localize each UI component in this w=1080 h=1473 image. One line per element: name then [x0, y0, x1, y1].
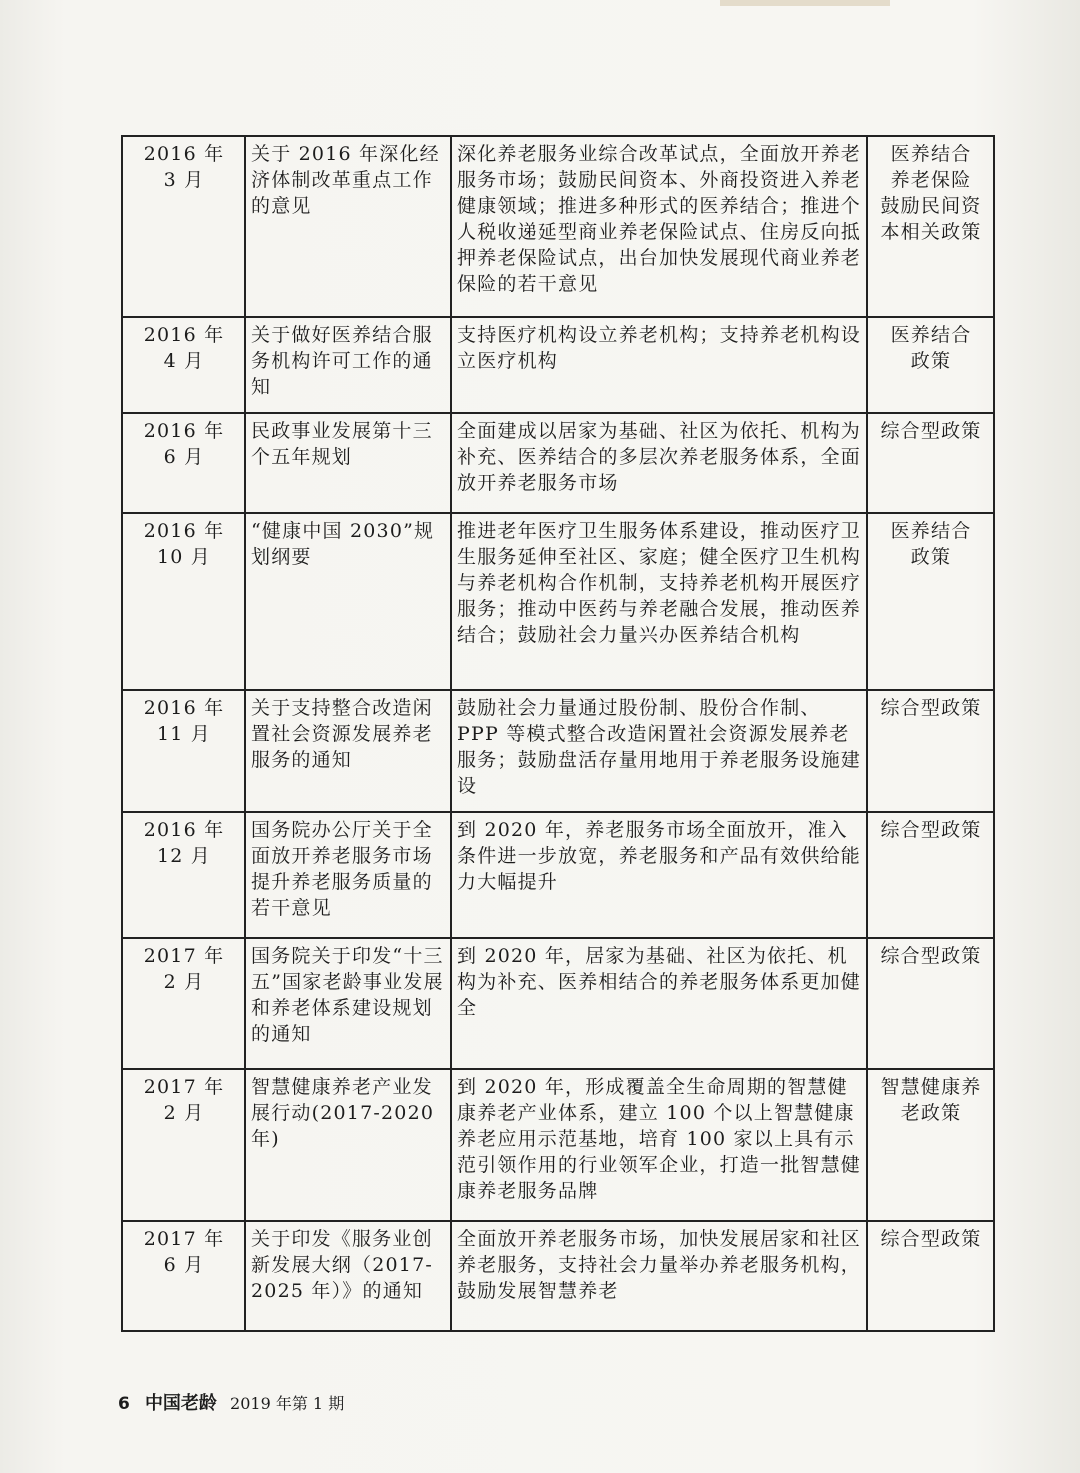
policy-title: 智慧健康养老产业发展行动(2017-2020 年)	[245, 1069, 451, 1221]
date-cell	[122, 690, 245, 812]
date-year: 2017 年	[143, 1076, 225, 1098]
policy-title: 民政事业发展第十三个五年规划	[245, 413, 451, 513]
policy-content: 深化养老服务业综合改革试点，全面放开养老服务市场；鼓励民间资本、外商投资进入养老健康领域；推进多种形式的医养结合；推进个人税收递延型商业养老保险试点、住房反向抵押养老保险试点，出台加快发展现代商业养老保险的若干意见	[451, 136, 867, 317]
date-cell	[122, 1069, 245, 1221]
policy-title: 国务院办公厅关于全面放开养老服务市场提升养老服务质量的若干意见	[245, 812, 451, 938]
top-edge-strip	[720, 0, 890, 6]
date-month: 6 月	[163, 446, 205, 468]
date-month: 12 月	[156, 845, 212, 867]
date-month: 4 月	[163, 350, 205, 372]
page-number: 6	[118, 1394, 130, 1414]
policy-title: 关于印发《服务业创新发展大纲（2017-2025 年）》的通知	[245, 1221, 451, 1331]
date-year: 2016 年	[143, 143, 225, 165]
date-month: 11 月	[156, 723, 212, 745]
policy-category: 综合型政策	[867, 812, 994, 938]
policy-content: 推进老年医疗卫生服务体系建设，推动医疗卫生服务延伸至社区、家庭；健全医疗卫生机构与养老机构合作机制，支持养老机构开展医疗服务；推动中医药与养老融合发展，推动医养结合；鼓励社会力量兴办医养结合机构	[451, 513, 867, 690]
date-year: 2016 年	[143, 324, 225, 346]
policy-title: 关于支持整合改造闲置社会资源发展养老服务的通知	[245, 690, 451, 812]
date-month: 2 月	[163, 1102, 205, 1124]
date-month: 3 月	[163, 169, 205, 191]
policy-title: “健康中国 2030”规划纲要	[245, 513, 451, 690]
policy-content: 鼓励社会力量通过股份制、股份合作制、PPP 等模式整合改造闲置社会资源发展养老服务；鼓励盘活存量用地用于养老服务设施建设	[451, 690, 867, 812]
table-row	[122, 1069, 994, 1221]
policy-category: 医养结合 政策	[867, 317, 994, 413]
policy-content: 到 2020 年，养老服务市场全面放开，准入条件进一步放宽，养老服务和产品有效供给能力大幅提升	[451, 812, 867, 938]
table-row	[122, 413, 994, 513]
policy-content: 到 2020 年，居家为基础、社区为依托、机构为补充、医养相结合的养老服务体系更加健全	[451, 938, 867, 1069]
date-cell	[122, 938, 245, 1069]
table-row	[122, 938, 994, 1069]
policy-category: 综合型政策	[867, 413, 994, 513]
date-cell	[122, 317, 245, 413]
table-row	[122, 513, 994, 690]
date-month: 6 月	[163, 1254, 205, 1276]
date-cell	[122, 1221, 245, 1331]
policy-title: 关于做好医养结合服务机构许可工作的通知	[245, 317, 451, 413]
table-row	[122, 812, 994, 938]
date-cell	[122, 812, 245, 938]
date-year: 2016 年	[143, 819, 225, 841]
issue-label: 2019 年第 1 期	[230, 1394, 345, 1413]
policy-content: 支持医疗机构设立养老机构；支持养老机构设立医疗机构	[451, 317, 867, 413]
date-year: 2016 年	[143, 420, 225, 442]
table-row	[122, 136, 994, 317]
date-cell	[122, 413, 245, 513]
table-row	[122, 690, 994, 812]
date-cell	[122, 513, 245, 690]
table-row	[122, 1221, 994, 1331]
date-year: 2017 年	[143, 1228, 225, 1250]
policy-content: 全面建成以居家为基础、社区为依托、机构为补充、医养结合的多层次养老服务体系，全面放开养老服务市场	[451, 413, 867, 513]
magazine-name: 中国老龄	[144, 1393, 217, 1414]
policy-category: 综合型政策	[867, 690, 994, 812]
date-year: 2016 年	[143, 697, 225, 719]
policy-category: 综合型政策	[867, 1221, 994, 1331]
policy-category: 智慧健康养老政策	[867, 1069, 994, 1221]
policy-title: 关于 2016 年深化经济体制改革重点工作的意见	[245, 136, 451, 317]
table-row	[122, 317, 994, 413]
date-month: 10 月	[156, 546, 212, 568]
policy-category: 医养结合 养老保险 鼓励民间资本相关政策	[867, 136, 994, 317]
date-cell	[122, 136, 245, 317]
date-year: 2016 年	[143, 520, 225, 542]
policy-category: 医养结合 政策	[867, 513, 994, 690]
policy-table	[121, 135, 995, 1332]
page-footer	[118, 1392, 344, 1416]
date-month: 2 月	[163, 971, 205, 993]
policy-content: 到 2020 年，形成覆盖全生命周期的智慧健康养老产业体系，建立 100 个以上智慧健康养老应用示范基地，培育 100 家以上具有示范引领作用的行业领军企业，打造一批智慧健康养老服务品牌	[451, 1069, 867, 1221]
policy-content: 全面放开养老服务市场，加快发展居家和社区养老服务，支持社会力量举办养老服务机构，鼓励发展智慧养老	[451, 1221, 867, 1331]
date-year: 2017 年	[143, 945, 225, 967]
policy-title: 国务院关于印发“十三五”国家老龄事业发展和养老体系建设规划的通知	[245, 938, 451, 1069]
policy-category: 综合型政策	[867, 938, 994, 1069]
